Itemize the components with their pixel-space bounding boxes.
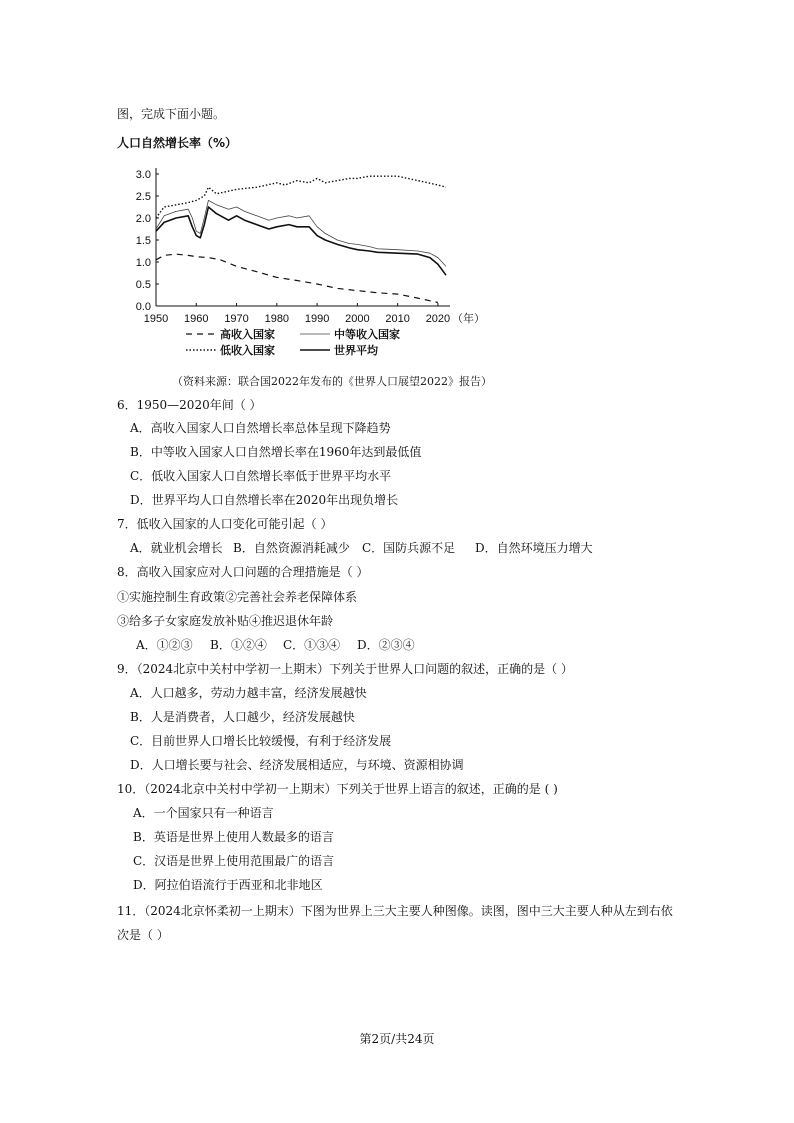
question-8-statement-2: ③给多子女家庭发放补贴④推迟退休年龄	[117, 614, 334, 628]
question-10-option-a[interactable]: A．一个国家只有一种语言	[133, 806, 274, 820]
question-10-option-b[interactable]: B．英语是世界上使用人数最多的语言	[133, 830, 334, 844]
x-tick-label: 1960	[184, 313, 209, 325]
question-8-option-d[interactable]: D．②③④	[357, 638, 415, 652]
question-10-option-c[interactable]: C．汉语是世界上使用范围最广的语言	[133, 854, 335, 868]
x-tick-label: 1950	[143, 313, 169, 325]
x-tick-label: 2000	[345, 313, 370, 325]
y-tick-label: 0.5	[135, 279, 151, 291]
legend-label-3: 世界平均	[334, 344, 378, 357]
y-tick-label: 2.0	[135, 213, 151, 225]
y-tick-label: 1.5	[135, 235, 151, 247]
question-8-stem: 8．高收入国家应对人口问题的合理措施是（ ）	[117, 565, 369, 579]
chart-series	[156, 176, 446, 302]
question-6-option-b[interactable]: B．中等收入国家人口自然增长率在1960年达到最低值	[130, 445, 422, 459]
question-9-stem: 9．（2024北京中关村中学初一上期末）下列关于世界人口问题的叙述，正确的是（ ）	[117, 662, 573, 676]
question-7-option-a[interactable]: A．就业机会增长	[130, 541, 223, 555]
question-9-option-c[interactable]: C．目前世界人口增长比较缓慢，有利于经济发展	[130, 734, 392, 748]
legend-label-1: 中等收入国家	[334, 328, 400, 341]
chart-axes	[136, 168, 485, 325]
legend-label-0: 高收入国家	[220, 328, 275, 341]
question-9-option-d[interactable]: D．人口增长要与社会、经济发展相适应，与环境、资源相协调	[130, 758, 464, 772]
y-tick-label: 2.5	[135, 191, 151, 203]
question-10-option-d[interactable]: D．阿拉伯语流行于西亚和北非地区	[133, 878, 323, 892]
x-axis-unit: （年）	[452, 313, 485, 325]
question-9-option-a[interactable]: A．人口越多，劳动力越丰富，经济发展越快	[130, 686, 367, 700]
question-6-option-c[interactable]: C．低收入国家人口自然增长率低于世界平均水平	[130, 469, 392, 483]
x-tick-label: 1990	[304, 313, 330, 325]
series-line-0	[156, 254, 438, 302]
chart-legend	[186, 327, 400, 357]
page-footer: 第2页/共24页	[359, 1032, 435, 1046]
legend-label-2: 低收入国家	[220, 344, 275, 357]
population-growth-chart	[110, 155, 510, 365]
question-6-option-d[interactable]: D．世界平均人口自然增长率在2020年出现负增长	[130, 493, 399, 507]
y-tick-label: 0.0	[135, 301, 151, 313]
question-10-stem: 10．（2024北京中关村中学初一上期末）下列关于世界上语言的叙述，正确的是 ( )	[117, 782, 558, 796]
question-6-option-a[interactable]: A．高收入国家人口自然增长率总体呈现下降趋势	[130, 421, 391, 435]
question-7-option-c[interactable]: C．国防兵源不足	[362, 541, 456, 555]
question-8-option-b[interactable]: B．①②④	[210, 638, 267, 652]
question-8-option-c[interactable]: C．①③④	[283, 638, 341, 652]
series-line-2	[156, 176, 446, 218]
question-8-statement-1: ①实施控制生育政策②完善社会养老保障体系	[117, 590, 358, 604]
question-11-stem: 11．（2024北京怀柔初一上期末）下图为世界上三大主要人种图像。读图，图中三大主要人种从左到右依	[117, 904, 673, 918]
question-11-stem-continued: 次是（ ）	[117, 928, 169, 942]
x-tick-label: 1970	[224, 313, 249, 325]
chart-title: 人口自然增长率（%）	[117, 136, 238, 150]
question-7-option-b[interactable]: B．自然资源消耗减少	[233, 541, 350, 555]
x-tick-label: 2010	[385, 313, 410, 325]
question-8-option-a[interactable]: A．①②③	[136, 638, 193, 652]
question-9-option-b[interactable]: B．人是消费者，人口越少，经济发展越快	[130, 710, 355, 724]
question-6-stem: 6．1950—2020年间（ ）	[117, 398, 262, 412]
x-tick-label: 2020	[425, 313, 451, 325]
question-7-option-d[interactable]: D．自然环境压力增大	[475, 541, 593, 555]
x-tick-label: 1980	[264, 313, 290, 325]
question-7-stem: 7．低收入国家的人口变化可能引起（ ）	[117, 517, 333, 531]
source-note: （资料来源：联合国2022年发布的《世界人口展望2022》报告）	[172, 375, 492, 388]
y-tick-label: 3.0	[135, 169, 151, 181]
y-tick-label: 1.0	[135, 257, 151, 269]
intro-text: 图，完成下面小题。	[117, 107, 226, 121]
